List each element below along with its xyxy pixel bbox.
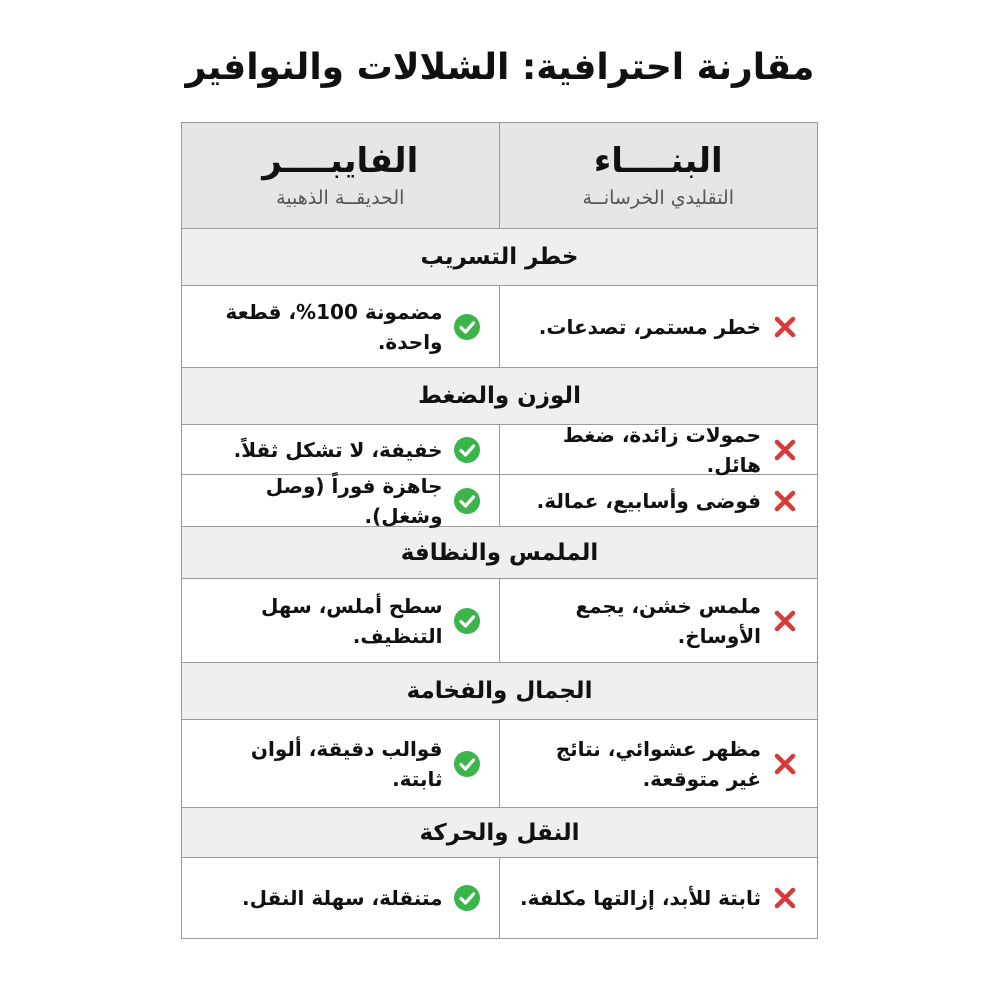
- fiber-column-subtitle: الحديقــة الذهبية: [276, 186, 405, 209]
- traditional-text: مظهر عشوائي، نتائج غير متوقعة.: [555, 736, 761, 791]
- check-circle-icon: [453, 750, 481, 778]
- fiber-cell: [182, 425, 500, 474]
- section-title: خطر التسريب: [420, 244, 579, 270]
- check-circle-icon: [453, 436, 481, 464]
- comparison-table: [181, 122, 818, 939]
- table-header-row: [182, 123, 817, 229]
- fiber-cell: [182, 475, 500, 526]
- fiber-text: مضمونة 100%، قطعة واحدة.: [225, 299, 443, 354]
- traditional-cell: [500, 286, 818, 367]
- section-header-leakage: [182, 229, 817, 286]
- table-row: [182, 475, 817, 527]
- traditional-cell: [500, 422, 818, 477]
- check-circle-icon: [453, 607, 481, 635]
- section-header-weight: [182, 368, 817, 425]
- fiber-cell: [182, 720, 500, 807]
- traditional-text: ملمس خشن، يجمع الأوساخ.: [575, 593, 761, 648]
- traditional-text: ثابتة للأبد، إزالتها مكلفة.: [520, 886, 761, 910]
- table-row: [182, 720, 817, 808]
- section-title: النقل والحركة: [419, 819, 580, 846]
- table-row: [182, 579, 817, 663]
- fiber-text: جاهزة فوراً (وصل وشغل).: [265, 473, 443, 528]
- fiber-text: سطح أملس، سهل التنظيف.: [261, 593, 443, 648]
- fiber-cell: [182, 858, 500, 938]
- cross-icon: [771, 750, 799, 778]
- traditional-text: فوضى وأسابيع، عمالة.: [536, 488, 761, 513]
- fiber-cell: [182, 579, 500, 662]
- check-circle-icon: [453, 487, 481, 515]
- fiber-text: خفيفة، لا تشكل ثقلاً.: [233, 437, 443, 462]
- traditional-column-subtitle: التقليدي الخرسانــة: [582, 186, 734, 209]
- section-header-texture: [182, 527, 817, 579]
- fiber-column-header: [182, 123, 500, 228]
- traditional-column-header: [500, 123, 818, 228]
- table-row: [182, 422, 817, 477]
- check-circle-icon: [453, 313, 481, 341]
- section-header-transport: [182, 808, 817, 858]
- section-title: الجمال والفخامة: [406, 678, 593, 704]
- cross-icon: [771, 607, 799, 635]
- traditional-text: خطر مستمر، تصدعات.: [538, 314, 761, 339]
- traditional-cell: [500, 579, 818, 662]
- section-title: الملمس والنظافة: [400, 539, 599, 566]
- cross-icon: [771, 487, 799, 515]
- fiber-column-title: الفايبــــر: [262, 140, 419, 181]
- cross-icon: [771, 884, 799, 912]
- cross-icon: [771, 436, 799, 464]
- fiber-text: متنقلة، سهلة النقل.: [242, 886, 443, 910]
- traditional-text: حمولات زائدة، ضغط هائل.: [562, 422, 761, 477]
- cross-icon: [771, 313, 799, 341]
- traditional-column-title: البنــــاء: [593, 140, 723, 181]
- section-header-beauty: [182, 663, 817, 720]
- section-title: الوزن والضغط: [418, 383, 581, 409]
- table-row: [182, 286, 817, 368]
- fiber-text: قوالب دقيقة، ألوان ثابتة.: [250, 736, 443, 791]
- fiber-cell: [182, 286, 500, 367]
- table-row: [182, 858, 817, 938]
- page-title: مقارنة احترافية: الشلالات والنوافير: [185, 47, 815, 88]
- traditional-cell: [500, 475, 818, 526]
- check-circle-icon: [453, 884, 481, 912]
- traditional-cell: [500, 720, 818, 807]
- traditional-cell: [500, 858, 818, 938]
